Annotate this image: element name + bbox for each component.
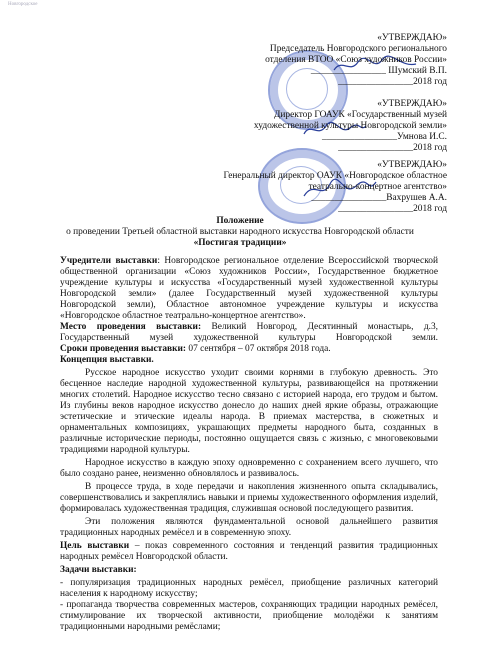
concept-p1-line: Из глубины веков народное искусство донесло до наших дней яркие образы, отражающие: [60, 401, 438, 411]
approve2-line1: Директор ГОАУК «Государственный музей: [274, 110, 447, 120]
concept-p1-line: традициями народной культуры.: [60, 445, 190, 455]
founders-label: Учредители выставки: [60, 256, 158, 266]
approve1-title: «УТВЕРЖДАЮ»: [377, 33, 447, 43]
goal-label: Цель выставки: [60, 541, 130, 551]
concept-p1-line: орнаментальных композициях, украшающих предметы народного быта, созданных в: [60, 423, 438, 433]
tasks-label: Задачи выставки:: [60, 565, 137, 575]
tasks-item-line: - популяризация традиционных народных ремёсел, приобщение различных категорий: [60, 578, 438, 588]
founders-text1: : Новгородское региональное отделение Всероссийской творческой: [157, 256, 438, 266]
concept-p2-line: Народное искусство в каждую эпоху одновременно с сохранением всего лучшего, что: [85, 458, 438, 468]
concept-p1-line: различные исторические периоды, постоянно ощущается связь с жизнью, с многовековыми: [60, 434, 438, 444]
founders-line4: Новгородской земли» (далее Государственный музей художественной культуры: [60, 289, 438, 299]
dates-value: 07 сентября – 07 октября 2018 года.: [186, 344, 331, 354]
concept-p2-line: было создано ранее, неизменно обновлялось и развивалось.: [60, 469, 300, 479]
founders-line1: [60, 256, 438, 267]
concept-p1-line: бесценное наследие народной художественной культуры, развивающейся на протяжении: [60, 379, 438, 389]
tasks-item-line: - пропаганда творчества современных мастеров, сохраняющих традиции народных ремёсел,: [60, 600, 438, 610]
goal-line1: [60, 541, 438, 552]
goal-text1: – показ современного состояния и тенденций развития традиционных: [129, 541, 438, 551]
concept-p4-line: традиционных народных ремёсел и в современную эпоху.: [60, 528, 292, 538]
approve2-line3: ________________Умнова И.С.: [322, 132, 447, 142]
concept-p3-line: формировалась художественная традиция, служившая основой последующего развития.: [60, 504, 414, 514]
doc-subtitle: о проведении Третьей областной выставки народного искусства Новгородской области: [66, 227, 414, 237]
tasks-item-line: традиционными народными ремёслами;: [60, 622, 221, 632]
concept-p1-line: многих столетий. Народное искусство тесно связано с историей народа, его трудом и бытом.: [60, 390, 438, 400]
approve3-line3: ________________Вахрушев А.А.: [311, 193, 447, 203]
dates-line: [60, 344, 331, 355]
header-corner-text: Новгородское: [8, 2, 38, 7]
exhibition-name: «Постигая традиции»: [193, 238, 287, 248]
goal-line2: народных ремёсел Новгородской области.: [60, 552, 228, 562]
concept-p4-line: Эти положения являются фундаментальной основой дальнейшего развития: [85, 517, 438, 527]
doc-title: Положение: [216, 216, 264, 226]
tasks-item-line: стимулирование их творческой активности, приобщение молодёжи к занятиям: [60, 611, 438, 621]
concept-label: Концепция выставки.: [60, 355, 154, 365]
venue-line1: [60, 322, 438, 333]
tasks-item-line: населения к народному искусству;: [60, 589, 198, 599]
approve3-line4: ________________2018 год: [338, 204, 447, 214]
founders-line2: общественной организации «Союз художников России», Государственное бюджетное: [60, 267, 438, 277]
approve2-title: «УТВЕРЖДАЮ»: [377, 99, 447, 109]
founders-line6: «Новгородское областное театрально-концертное агентство».: [60, 311, 306, 321]
venue-label: Место проведения выставки:: [60, 322, 202, 332]
concept-p1-line: Русское народное искусство уходит своими корнями в глубокую древность. Это: [85, 368, 438, 378]
approve1-line1: Председатель Новгородского регионального: [269, 44, 447, 54]
concept-p3-line: В процессе труда, в ходе передачи и накопления жизненного опыта складывались,: [85, 482, 438, 492]
approve1-line3: ________________ Шумский В.П.: [310, 66, 447, 76]
concept-p1-line: эстетические и этические идеалы народа. В приемах мастерства, в сюжетных и: [60, 412, 438, 422]
dates-label: Сроки проведения выставки:: [60, 344, 187, 354]
approve2-line2: художественной культуры Новгородской земли»: [253, 121, 447, 131]
venue-line2: Государственный музей художественной культуры Новгородской земли.: [60, 333, 438, 343]
concept-p3-line: совершенствовались и закреплялись навыки и приемы художественного оформления изделий,: [60, 493, 438, 503]
approve1-line2: отделения ВТОО «Союз художников России»: [265, 55, 447, 65]
venue-text1: Великий Новгород, Десятинный монастырь, д.3,: [201, 322, 439, 332]
approve1-line4: ________________2018 год: [338, 77, 447, 87]
founders-line3: учреждение культуры и искусства «Государственный музей художественной культуры: [60, 278, 438, 288]
approve2-line4: ________________2018 год: [338, 143, 447, 153]
approve3-line2: театрально-концертное агентство»: [308, 182, 447, 192]
approve3-title: «УТВЕРЖДАЮ»: [377, 160, 447, 170]
founders-line5: Новгородской земли), Областное автономное учреждение культуры и искусства: [60, 300, 438, 310]
approve3-line1: Генеральный директор ОАУК «Новгородское областное: [223, 171, 447, 181]
